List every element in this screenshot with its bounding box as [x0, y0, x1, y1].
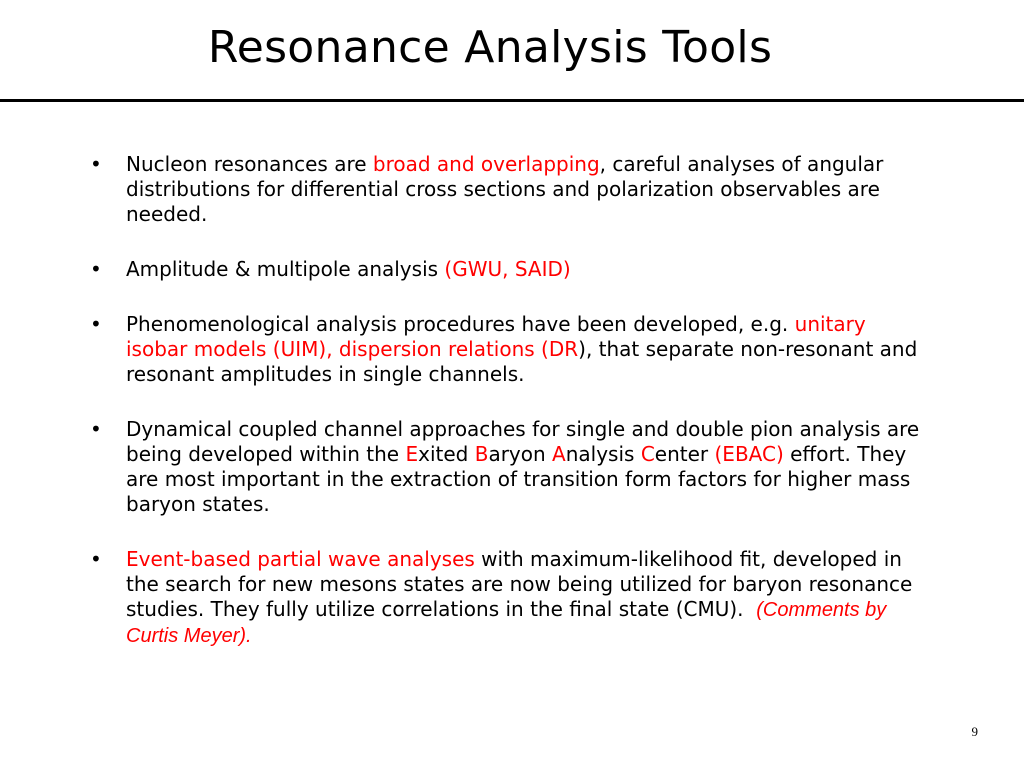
highlight-text: unitary isobar models (UIM), dispersion relations (DR: [126, 312, 866, 361]
highlight-text: (GWU, SAID): [444, 257, 571, 281]
bullet-item: [90, 312, 920, 387]
bullet-icon: •: [90, 257, 102, 281]
bullet-text: with maximum-likelihood fit, developed in the search for new mesons states are now being utilized for baryon resonance studies. They fully utilize correlations in the final state (CMU).: [126, 547, 913, 621]
acronym-letter-e: E: [405, 442, 419, 466]
bullet-icon: •: [90, 312, 102, 336]
bullet-text: enter: [654, 442, 715, 466]
slide-title: Resonance Analysis Tools: [207, 22, 773, 73]
bullet-text: xited: [418, 442, 475, 466]
bullet-item: [90, 417, 920, 517]
acronym-letter-a: A: [552, 442, 566, 466]
highlight-text: broad and overlapping: [372, 152, 600, 176]
bullet-text: Amplitude & multipole analysis: [126, 257, 445, 281]
bullet-text: Phenomenological analysis procedures have been developed, e.g.: [126, 312, 795, 336]
acronym-letter-b: B: [474, 442, 489, 466]
bullet-text: ), that separate non-resonant and resonant amplitudes in single channels.: [126, 337, 918, 386]
bullet-icon: •: [90, 547, 102, 571]
title-divider: [0, 99, 1024, 102]
bullet-item: [90, 152, 920, 227]
bullet-text: aryon: [488, 442, 553, 466]
comment-note: (Comments by Curtis Meyer).: [126, 599, 887, 647]
bullet-text: , careful analyses of angular distributions for differential cross sections and polarization observables are needed.: [126, 152, 884, 226]
bullet-item: [90, 257, 920, 282]
highlight-text: Event-based partial wave analyses: [126, 547, 475, 571]
bullet-icon: •: [90, 152, 102, 176]
bullet-text: Dynamical coupled channel approaches for single and double pion analysis are being developed within the: [126, 417, 920, 466]
acronym-letter-c: C: [640, 442, 655, 466]
page-number: 9: [971, 724, 978, 739]
bullet-list: [90, 152, 920, 679]
bullet-icon: •: [90, 417, 102, 441]
bullet-item: [90, 547, 920, 649]
bullet-text: nalysis: [565, 442, 641, 466]
highlight-text: (EBAC): [714, 442, 784, 466]
bullet-text: Nucleon resonances are: [126, 152, 373, 176]
bullet-text: effort. They are most important in the extraction of transition form factors for higher mass baryon states.: [126, 442, 911, 516]
